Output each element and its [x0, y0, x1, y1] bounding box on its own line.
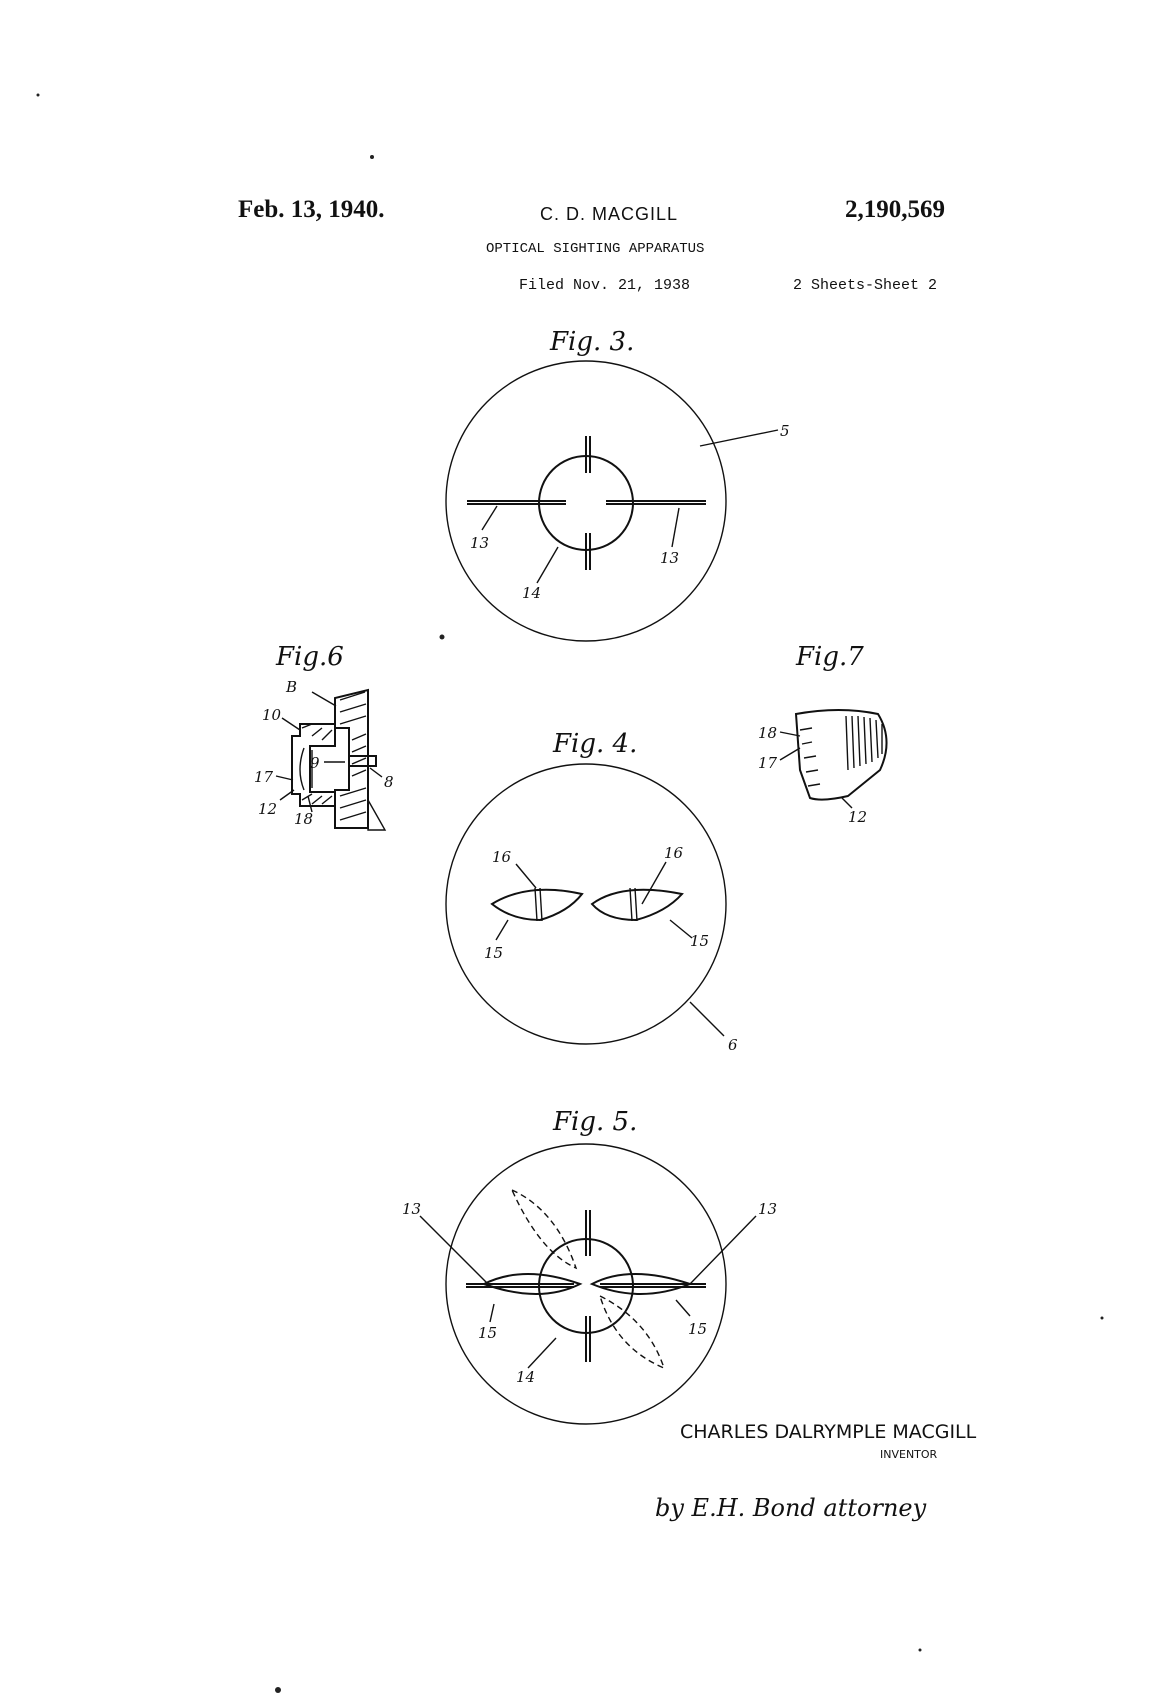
fig6-ref-9: 9 — [310, 754, 320, 772]
fig7-ref-17: 17 — [758, 754, 778, 772]
fig6-ref-B: B — [286, 678, 298, 696]
inventor-signature: CHARLES DALRYMPLE MACGILL — [680, 1421, 977, 1443]
figure-3 — [446, 327, 790, 641]
fig6-ref-10: 10 — [262, 706, 282, 724]
attorney-signature: by E.H. Bond attorney — [655, 1494, 927, 1522]
fig7-label: Fig.7 — [796, 642, 864, 672]
fig3-ref-14: 14 — [522, 584, 542, 602]
fig4-ref-16-right: 16 — [664, 844, 684, 862]
fig6-ref-12: 12 — [258, 800, 278, 818]
fig4-ref-15-right: 15 — [690, 932, 710, 950]
fig3-ref-13-right: 13 — [660, 549, 680, 567]
fig4-ref-6: 6 — [728, 1036, 738, 1054]
inventor-name-header: C. D. MACGILL — [540, 204, 679, 224]
fig5-ref-13-left: 13 — [402, 1200, 422, 1218]
filing-date: Filed Nov. 21, 1938 — [519, 277, 691, 294]
signature-block — [655, 1421, 977, 1522]
figure-6 — [254, 642, 394, 830]
fig3-ref-13-left: 13 — [470, 534, 490, 552]
patent-title: OPTICAL SIGHTING APPARATUS — [486, 241, 705, 257]
fig5-ref-15-right: 15 — [688, 1320, 708, 1338]
figure-5 — [402, 1107, 777, 1424]
fig7-ref-18: 18 — [758, 724, 778, 742]
patent-number: 2,190,569 — [845, 196, 945, 223]
fig6-ref-17: 17 — [254, 768, 274, 786]
fig7-ref-12: 12 — [848, 808, 868, 826]
fig5-ref-15-left: 15 — [478, 1324, 498, 1342]
sheet-indicator: 2 Sheets-Sheet 2 — [793, 277, 938, 294]
fig5-ref-13-right: 13 — [758, 1200, 778, 1218]
figure-4 — [446, 729, 738, 1054]
fig6-ref-8: 8 — [384, 773, 394, 791]
fig5-label: Fig. 5. — [553, 1107, 638, 1137]
fig4-ref-16-left: 16 — [492, 848, 512, 866]
fig6-ref-18: 18 — [294, 810, 314, 828]
fig3-ref-5: 5 — [780, 422, 790, 440]
inventor-role: INVENTOR — [880, 1448, 938, 1461]
fig4-disc — [446, 764, 726, 1044]
figure-7 — [758, 642, 887, 826]
fig4-label: Fig. 4. — [553, 729, 638, 759]
fig5-ref-14: 14 — [516, 1368, 536, 1386]
fig4-ref-15-left: 15 — [484, 944, 504, 962]
fig3-label: Fig. 3. — [550, 327, 635, 357]
patent-date: Feb. 13, 1940. — [238, 196, 385, 223]
fig6-label: Fig.6 — [276, 642, 344, 672]
